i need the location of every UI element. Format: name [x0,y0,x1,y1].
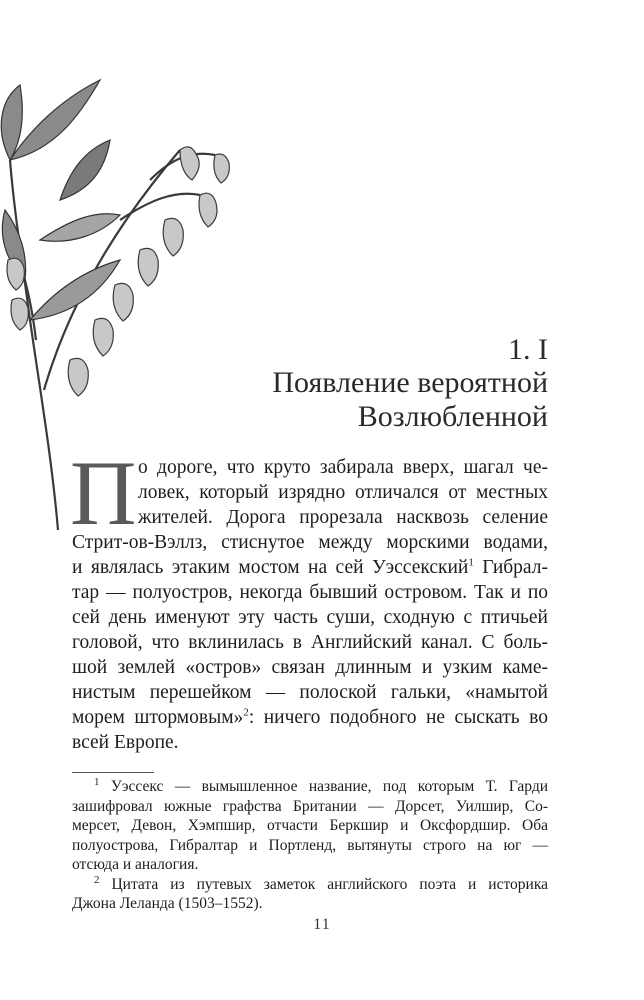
body-line: и являлась этаким мостом на сей Уэссекский$^1$ Гибрал- [72,556,548,578]
footnote-2-marker: 2 [94,873,100,886]
footnote-ref-1[interactable]: 1 [468,556,474,569]
drop-cap: П [70,442,137,544]
page-number: 11 [313,916,331,933]
body-line: тар — полуостров, некогда бывший островом. Так и по [72,582,548,603]
footnote-2-line: $^2$ Цитата из путевых заметок английского поэта и историка [94,873,548,893]
body-line: головой, что вклинилась в Английский канал. С боль- [72,632,548,653]
body-line: шой землей «остров» связан длинным и узким каме- [72,657,548,678]
chapter-number: 1. I [508,333,548,366]
body-line: жителей. Дорога прорезала насквозь селение [138,507,548,528]
footnotes [72,777,548,914]
footnote-ref-2[interactable]: 2 [243,706,249,719]
footnote-1-line: $^1$ Уэссекс — вымышленное название, под которым Т. Гарди [94,775,548,795]
body-line: нистым перешейком — полоской гальки, «намытой [72,682,548,703]
footnote-1-marker: 1 [94,775,100,788]
chapter-title [272,366,548,434]
body-line: о дороге, что круто забирала вверх, шагал че- [138,457,548,478]
footnote-1-line: зашифровал южные графства Британии — Дорсет, Уилшир, Со- [72,797,548,815]
chapter-title-line-1: Появление вероятной [272,366,548,399]
chapter-title-line-2: Возлюбленной [357,400,548,433]
footnote-1-line: отсюда и аналогия. [72,856,199,873]
body-line: Стрит-ов-Вэллз, стиснутое между морскими водами, [72,532,548,553]
footnote-2-line: Джона Леланда (1503–1552). [72,895,263,912]
body-line: ловек, который изрядно отличался от местных [138,482,548,503]
body-line: морем штормовым»$^2$: ничего подобного не сыскать во [72,706,549,728]
body-line: всей Европе. [72,732,179,753]
body-text [70,442,549,755]
footnote-1-line: мерсет, Девон, Хэмпшир, отчасти Беркшир и Оксфордшир. Оба [72,817,548,834]
footnote-1-line: полуострова, Гибралтар и Портленд, вытянуты строго на юг — [72,836,548,854]
body-line: сей день именуют эту часть суши, сходную с птичьей [72,607,548,628]
footnote-divider [72,772,154,773]
